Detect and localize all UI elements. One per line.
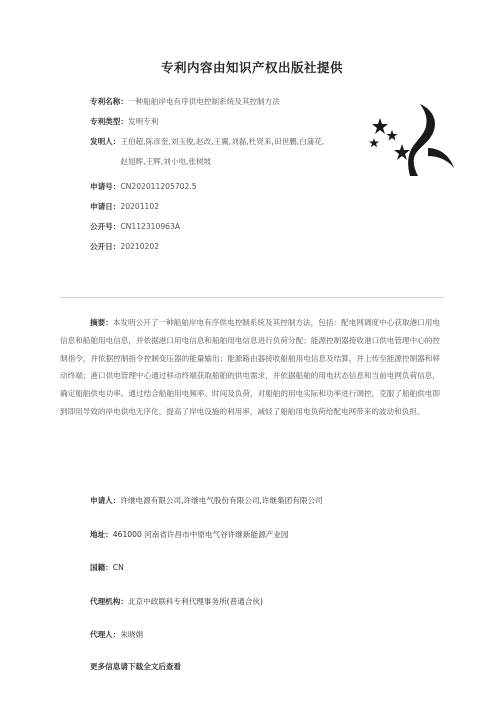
- abstract-text: 本发明公开了一种船舶岸电有序供电控制系统及其控制方法，包括：配电网调度中心获取港口用电信息和船舶用电信息，并依据港口用电信息和船舶用电信息进行负荷分配；能源控制器接收港口供电管理中心的控制指令，并依据控制指令控制变压器的能量输出；能源路由器接收船舶用电信息及结算，并上传至能源控制器和移动终端；港口供电管理中心通过移动终端获取船舶的供电需求，并依据船舶的用电状态信息和当前电网负荷信息，确定船舶供电功率。通过结合船舶用电频率、时间及负荷，对船舶的用电实际和功率进行调控，克服了船舶供电即到即用导致的岸电供电无序化，提高了岸电设施的利用率，减轻了船舶用电负荷给配电网带来的波动和负担。: [60, 318, 440, 416]
- application-date-row: [90, 201, 340, 212]
- country-value: CN: [112, 563, 124, 572]
- applicant-label: 申请人：: [90, 496, 121, 505]
- agent-value: 朱晓娟: [120, 630, 144, 639]
- address-label: 地址：: [90, 530, 113, 539]
- publication-number-row: [90, 221, 340, 232]
- address-value: 461000 河南省许昌市中原电气谷许继新能源产业园: [112, 530, 289, 539]
- publication-number-label: 公开号：: [90, 222, 121, 231]
- applicant-value: 许继电源有限公司,许继电气股份有限公司,许继集团有限公司: [120, 496, 323, 505]
- patent-meta: [90, 96, 340, 261]
- abstract-label: 摘要：: [90, 318, 113, 327]
- applicant-row: [90, 495, 323, 506]
- publication-number-value: CN112310963A: [120, 222, 181, 231]
- patent-type-value: 发明专利: [127, 117, 159, 126]
- application-number-row: [90, 181, 340, 192]
- application-date-value: 20201102: [120, 202, 160, 211]
- agency-label: 代理机构：: [90, 597, 128, 606]
- patent-name-row: [90, 96, 340, 107]
- agency-value: 北京中政联科专利代理事务所(普通合伙): [127, 597, 263, 606]
- agency-row: [90, 596, 263, 607]
- country-row: [90, 562, 124, 573]
- inventor-value: 王伯超,陈彦奎,刘玉俊,赵改,王翼,刘磊,杜贤来,田世鹏,白蒲花,赵旭辉,王辉,刘小电,张树坡: [120, 137, 325, 166]
- application-number-value: CN202011205702.5: [120, 182, 197, 191]
- application-date-label: 申请日：: [90, 202, 121, 211]
- patent-name-label: 专利名称：: [90, 97, 128, 106]
- patent-office-emblem-icon: [368, 100, 463, 178]
- application-number-label: 申请号：: [90, 182, 121, 191]
- country-label: 国籍：: [90, 563, 113, 572]
- agent-row: [90, 629, 143, 640]
- publication-date-row: [90, 241, 340, 252]
- section-divider: [60, 297, 444, 298]
- patent-name-value: 一种船舶岸电有序供电控制系统及其控制方法: [127, 97, 280, 106]
- inventor-row: [90, 136, 340, 172]
- download-more-text: 更多信息请下载全文后查看: [90, 662, 182, 671]
- patent-type-row: [90, 116, 340, 127]
- patent-type-label: 专利类型：: [90, 117, 128, 126]
- address-row: [90, 529, 288, 540]
- page-title: 专利内容由知识产权出版社提供: [160, 60, 343, 75]
- abstract-paragraph: [60, 314, 440, 421]
- agent-label: 代理人：: [90, 630, 121, 639]
- publication-date-value: 20210202: [120, 242, 160, 251]
- inventor-label: 发明人：: [90, 137, 121, 146]
- publication-date-label: 公开日：: [90, 242, 121, 251]
